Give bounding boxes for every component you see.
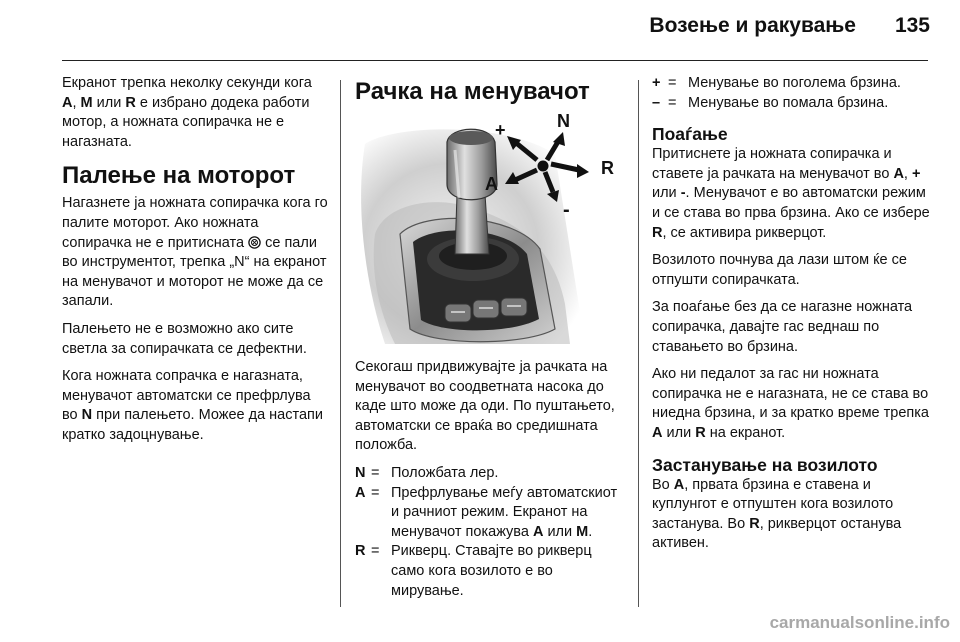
page-title: Возење и ракување (649, 14, 856, 37)
paragraph-no-gear: Ако ни педалот за гас ни ножната сопирачка не е нагазната, не се става во ниедна брзина, и за кратко време трепка A или R на екранот. (652, 366, 930, 441)
paragraph-neutral-start: Кога ножната сопрачка е нагазната, менувачот автоматски се префрлува во N при палењето. Можее да настапи кратко задоцнување. (62, 368, 323, 443)
column-divider-2 (638, 80, 639, 607)
heading-gear-lever: Рачка на менувачот (355, 78, 590, 105)
paragraph-accelerate: За поаѓање без да се нагазне ножната сопирачка, давајте гас веднаш по ставањето во брзина. (652, 299, 913, 355)
paragraph-brake-lights: Палењето не е возможно ако сите светла за сопирачката се дефектни. (62, 320, 307, 357)
shift-label-a: A (485, 174, 498, 194)
paragraph-stopping: Во A, првата брзина е ставена и куплунгот е отпуштен кога возилото застанува. Во R, рикверцот останува активен. (652, 476, 902, 552)
heading-stopping: Застанување на возилото (652, 454, 878, 475)
shift-label-n: N (557, 114, 570, 131)
heading-engine-start: Палење на моторот (62, 162, 296, 190)
shift-label-r: R (601, 158, 614, 178)
legend-row-plus: + = Менување во поголема брзина. (652, 75, 901, 91)
watermark: carmanualsonline.info (769, 613, 950, 632)
lever-legend (355, 464, 627, 601)
column-divider-1 (340, 80, 341, 607)
paragraph-lever-usage: Секогаш придвижувајте ја рачката на менувачот во соодветната насока до каде што може да оди. По пуштањето, автоматски се враќа во средишната положба. (355, 359, 615, 454)
brake-pedal-icon (248, 236, 261, 249)
header-divider (62, 60, 928, 61)
paragraph-creep: Возилото почнува да лази штом ќе се отпушти сопирачката. (652, 252, 907, 288)
paragraph-select-gear: Притиснете ја ножната сопирачка и ставете ја рачката на менувачот во A, + или -. Менувачот е во автоматски режим и се става во прва брзина. Ако се избере R, се активира рикверцот. (652, 146, 930, 241)
column-1 (62, 74, 328, 454)
shift-label-minus: - (563, 199, 570, 221)
legend-row-n: N = Положбата лер. (355, 464, 499, 481)
page-number: 135 (894, 14, 930, 37)
column-3 (652, 74, 932, 562)
legend-row-a: A = Префрлување меѓу автоматскиот и рачниот режим. Екранот на менувачот покажува A или M. (355, 484, 618, 540)
shift-label-plus: + (495, 120, 506, 140)
heading-moving-off: Поаѓање (652, 124, 728, 145)
gear-change-legend (652, 74, 932, 113)
legend-row-minus: – = Менување во помала брзина. (652, 94, 889, 111)
gear-lever-illustration (355, 114, 627, 344)
paragraph-brake-start: Нагазнете ја ножната сопирачка кога го палите моторот. Ако ножната сопирачка не е притисната се пали во инструментот, трепка „N“ на екранот на менувачот и моторот не може да се запали. (62, 195, 328, 310)
column-2 (355, 74, 627, 609)
paragraph-display-blink: Екранот трепка неколку секунди кога A, M или R е избрано додека работи мотор, а ножната сопирачка не е нагазната. (62, 75, 312, 150)
legend-row-r: R = Рикверц. Ставајте во рикверц само кога возилото е во мирување. (355, 543, 592, 599)
